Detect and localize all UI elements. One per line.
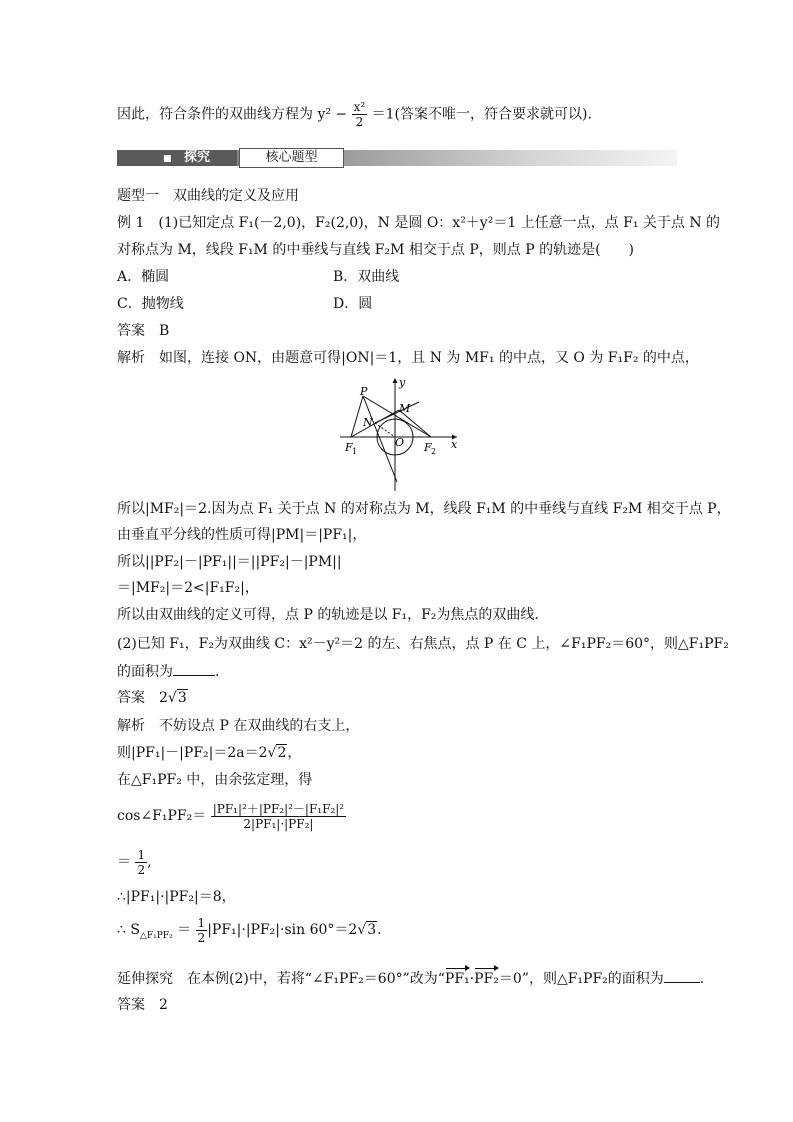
hyperbola-figure bbox=[335, 374, 465, 494]
area-post: |PF₁|·|PF₂|·sin 60°＝2 bbox=[207, 922, 358, 938]
intro-text-after: ＝1(答案不唯一，符合要求就可以). bbox=[371, 106, 592, 123]
derivation-line2: 由垂直平分线的性质可得|PM|＝|PF₁|， bbox=[117, 527, 367, 543]
extension-question bbox=[117, 968, 704, 989]
banner-section-label: 探究 bbox=[184, 150, 211, 165]
answer-blank bbox=[173, 661, 215, 676]
cos-fraction bbox=[211, 802, 346, 831]
area-den: 2 bbox=[197, 930, 206, 945]
intro-frac-den: 2 bbox=[355, 115, 364, 129]
extension-end: . bbox=[699, 971, 705, 987]
area-sub: △F₁PF₂ bbox=[139, 930, 173, 941]
example1-analysis: 解析 如图，连接 ON，由题意可得|ON|＝1，且 N 为 MF₁ 的中点，又 O 为 F₁F₂ 的中点， bbox=[117, 350, 699, 366]
section-banner bbox=[117, 148, 677, 168]
example2-line2 bbox=[117, 661, 219, 682]
cos-value-eq: ＝ bbox=[117, 854, 131, 870]
label-f1-sub: 1 bbox=[352, 447, 358, 456]
vector-pf1: PF₁ bbox=[444, 971, 470, 987]
label-m: M bbox=[399, 402, 411, 415]
area-radicand: 3 bbox=[367, 922, 377, 938]
label-y: y bbox=[399, 376, 406, 389]
perpendicular-bisector bbox=[363, 396, 397, 482]
intro-text-before: 因此，符合条件的双曲线方程为 y² − bbox=[117, 106, 348, 123]
cos-value-num: 1 bbox=[137, 847, 146, 862]
area-line: ∴ $S_{\triangle F_1PF_2}$ ＝ $\frac{1}{2}$ |PF₁|·|PF₂|·sin 60°＝2√3. bbox=[117, 915, 382, 945]
cos-den: 2|PF₁|·|PF₂| bbox=[243, 816, 314, 831]
cos-lhs: cos∠F₁PF₂＝ bbox=[117, 808, 207, 824]
options-row-2 bbox=[117, 294, 373, 314]
option-b: B．双曲线 bbox=[333, 269, 400, 285]
options-row-1 bbox=[117, 267, 400, 287]
analysis2-pre: 则|PF₁|－|PF₂|＝2a＝2 bbox=[117, 745, 268, 761]
derivation-line3: 所以||PF₂|－|PF₁||＝||PF₂|－|PM|| bbox=[117, 554, 342, 570]
derivation-line5: 所以由双曲线的定义可得，点 P 的轨迹是以 F₁，F₂为焦点的双曲线． bbox=[117, 607, 549, 623]
label-p: P bbox=[360, 385, 368, 398]
example1-line2: 对称点为 M，线段 F₁M 的中垂线与直线 F₂M 相交于点 P，则点 P 的轨迹是( ) bbox=[117, 242, 635, 258]
example1-answer: 答案 B bbox=[117, 323, 170, 339]
vector-dot: · bbox=[469, 971, 475, 987]
cos-value-den: 2 bbox=[137, 862, 146, 877]
topic-heading: 题型一 双曲线的定义及应用 bbox=[117, 188, 299, 204]
label-n: N bbox=[363, 416, 373, 429]
derivation-line4: ＝|MF₂|＝2<|F₁F₂|， bbox=[117, 580, 259, 596]
option-a: A．椭圆 bbox=[117, 269, 170, 285]
extension-blank bbox=[664, 968, 700, 983]
analysis2-post: ， bbox=[287, 745, 302, 761]
example2-analysis3: 在△F₁PF₂ 中，由余弦定理，得 bbox=[117, 772, 313, 788]
area-fraction bbox=[196, 916, 208, 945]
extension-answer: 答案 2 bbox=[117, 997, 168, 1013]
area-eq: ＝ bbox=[177, 922, 192, 938]
label-f2-sub: 2 bbox=[431, 447, 437, 456]
banner-section-tag bbox=[117, 150, 237, 166]
example2-answer-radicand: 3 bbox=[177, 690, 187, 706]
segment-p-f2 bbox=[363, 396, 431, 437]
example2-analysis1: 解析 不妨设点 P 在双曲线的右支上， bbox=[117, 718, 360, 734]
extension-pre: 延伸探究 在本例(2)中，若将“∠F₁PF₂＝60°”改为“ bbox=[117, 971, 445, 987]
area-num: 1 bbox=[197, 915, 206, 930]
label-o: O bbox=[395, 436, 405, 449]
cos-value-post: , bbox=[147, 854, 152, 870]
cos-value-fraction bbox=[135, 848, 147, 877]
example2-analysis2: 则|PF₁|－|PF₂|＝2a＝2√2， bbox=[117, 745, 302, 761]
product-line: ∴|PF₁|·|PF₂|＝8， bbox=[117, 889, 236, 905]
intro-line bbox=[117, 100, 592, 129]
line-f2m-extended bbox=[375, 402, 419, 423]
option-c: C．抛物线 bbox=[117, 296, 184, 312]
area-end: . bbox=[377, 922, 382, 938]
example2-answer: 答案 2√3 bbox=[117, 690, 187, 706]
y-axis-arrow-icon bbox=[393, 378, 398, 383]
cos-num: |PF₁|²＋|PF₂|²－|F₁F₂|² bbox=[212, 801, 345, 816]
cosine-formula bbox=[117, 800, 346, 832]
banner-subtitle: 核心题型 bbox=[239, 148, 344, 168]
intro-fraction bbox=[352, 100, 368, 129]
area-pre: ∴ S bbox=[117, 922, 140, 938]
example2-line2-pre: 的面积为 bbox=[117, 664, 173, 680]
label-x: x bbox=[451, 438, 458, 451]
analysis2-radicand: 2 bbox=[277, 745, 287, 761]
example2-line2-post: . bbox=[215, 664, 220, 680]
example2-line1: (2)已知 F₁，F₂为双曲线 C：x²－y²＝2 的左、右焦点，点 P 在 C 上，∠F₁PF₂＝60°，则△F₁PF₂ bbox=[117, 636, 729, 652]
label-f1: F bbox=[345, 441, 353, 454]
example2-answer-pre: 答案 2 bbox=[117, 690, 168, 706]
label-f2: F bbox=[424, 441, 432, 454]
banner-square-icon: ■ bbox=[163, 154, 172, 164]
intro-frac-num: x² bbox=[353, 100, 366, 114]
vector-pf2: PF₂ bbox=[474, 971, 499, 987]
extension-mid: ＝0”，则△F₁PF₂的面积为 bbox=[498, 971, 664, 987]
example1-line1: 例 1 (1)已知定点 F₁(－2,0)，F₂(2,0)，N 是圆 O：x²＋y²＝1 上任意一点，点 F₁ 关于点 N 的 bbox=[117, 215, 721, 231]
derivation-line1: 所以|MF₂|＝2.因为点 F₁ 关于点 N 的对称点为 M，线段 F₁M 的中垂线与直线 F₂M 相交于点 P， bbox=[117, 501, 731, 517]
cos-value bbox=[117, 846, 152, 878]
option-d: D．圆 bbox=[333, 296, 373, 312]
